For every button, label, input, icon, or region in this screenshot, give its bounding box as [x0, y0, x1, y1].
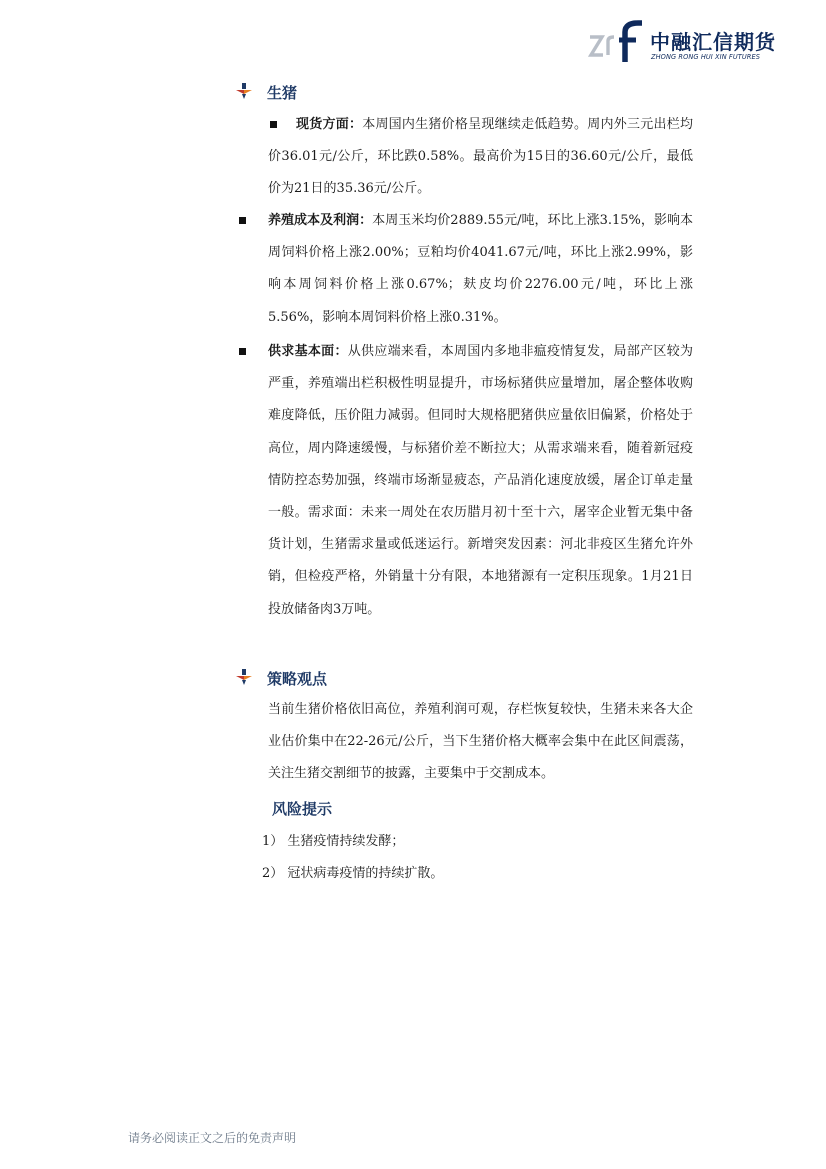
company-logo	[588, 20, 778, 64]
section-bullet-icon	[236, 83, 252, 99]
strategy-paragraph: 当前生猪价格依旧高位，养殖利润可观，存栏恢复较快，生猪未来各大企业估价集中在22-26元/公斤，当下生猪价格大概率会集中在此区间震荡，关注生猪交割细节的披露，主要集中于交割成本。	[268, 702, 693, 782]
supply-paragraph	[268, 336, 693, 626]
spot-label: 现货方面：	[296, 117, 363, 132]
section-heading-risk: 风险提示	[272, 800, 333, 818]
bullet-square	[239, 217, 246, 224]
cost-text: 本周玉米均价2889.55元/吨，环比上涨3.15%，影响本周饲料价格上涨2.00%；豆粕均价4041.67元/吨，环比上涨2.99%，影响本周饲料价格上涨0.67%；麸皮均价2276.00元/吨，环比上涨5.56%，影响本周饲料价格上涨0.31%。	[268, 213, 693, 325]
bullet-square	[239, 348, 246, 355]
risk-item: 2） 冠状病毒疫情的持续扩散。	[262, 866, 444, 881]
logo-chinese-name: 中融汇信期货	[650, 30, 776, 54]
disclaimer-footer: 请务必阅读正文之后的免责声明	[128, 1131, 297, 1145]
section-heading-strategy: 策略观点	[267, 670, 328, 688]
section-bullet-icon	[236, 669, 252, 685]
cost-paragraph	[268, 205, 693, 334]
section-heading-pig: 生猪	[267, 84, 298, 102]
supply-text: 从供应端来看，本周国内多地非瘟疫情复发，局部产区较为严重，养殖端出栏积极性明显提升，市场标猪供应量增加，屠企整体收购难度降低，压价阻力减弱。但同时大规格肥猪供应量依旧偏紧，价格处于高位，周内降速缓慢，与标猪价差不断拉大；从需求端来看，随着新冠疫情防控态势加强，终端市场渐显疲态，产品消化速度放缓，屠企订单走量一般。需求面：未来一周处在农历腊月初十至十六，屠宰企业暂无集中备货计划，生猪需求量或低迷运行。新增突发因素：河北非疫区生猪允许外销，但检疫严格，外销量十分有限，本地猪源有一定积压现象。1月21日投放储备肉3万吨。	[268, 344, 693, 617]
cost-label: 养殖成本及利润：	[268, 213, 373, 228]
zrf-logo-mark	[588, 20, 646, 64]
risk-item: 1） 生猪疫情持续发酵；	[262, 834, 405, 849]
spot-paragraph	[268, 109, 693, 206]
spot-text: 本周国内生猪价格呈现继续走低趋势。周内外三元出栏均价36.01元/公斤，环比跌0.58%。最高价为15日的36.60元/公斤，最低价为21日的35.36元/公斤。	[268, 117, 693, 197]
supply-label: 供求基本面：	[268, 344, 348, 359]
logo-english-name: ZHONG RONG HUI XIN FUTURES	[651, 53, 761, 61]
